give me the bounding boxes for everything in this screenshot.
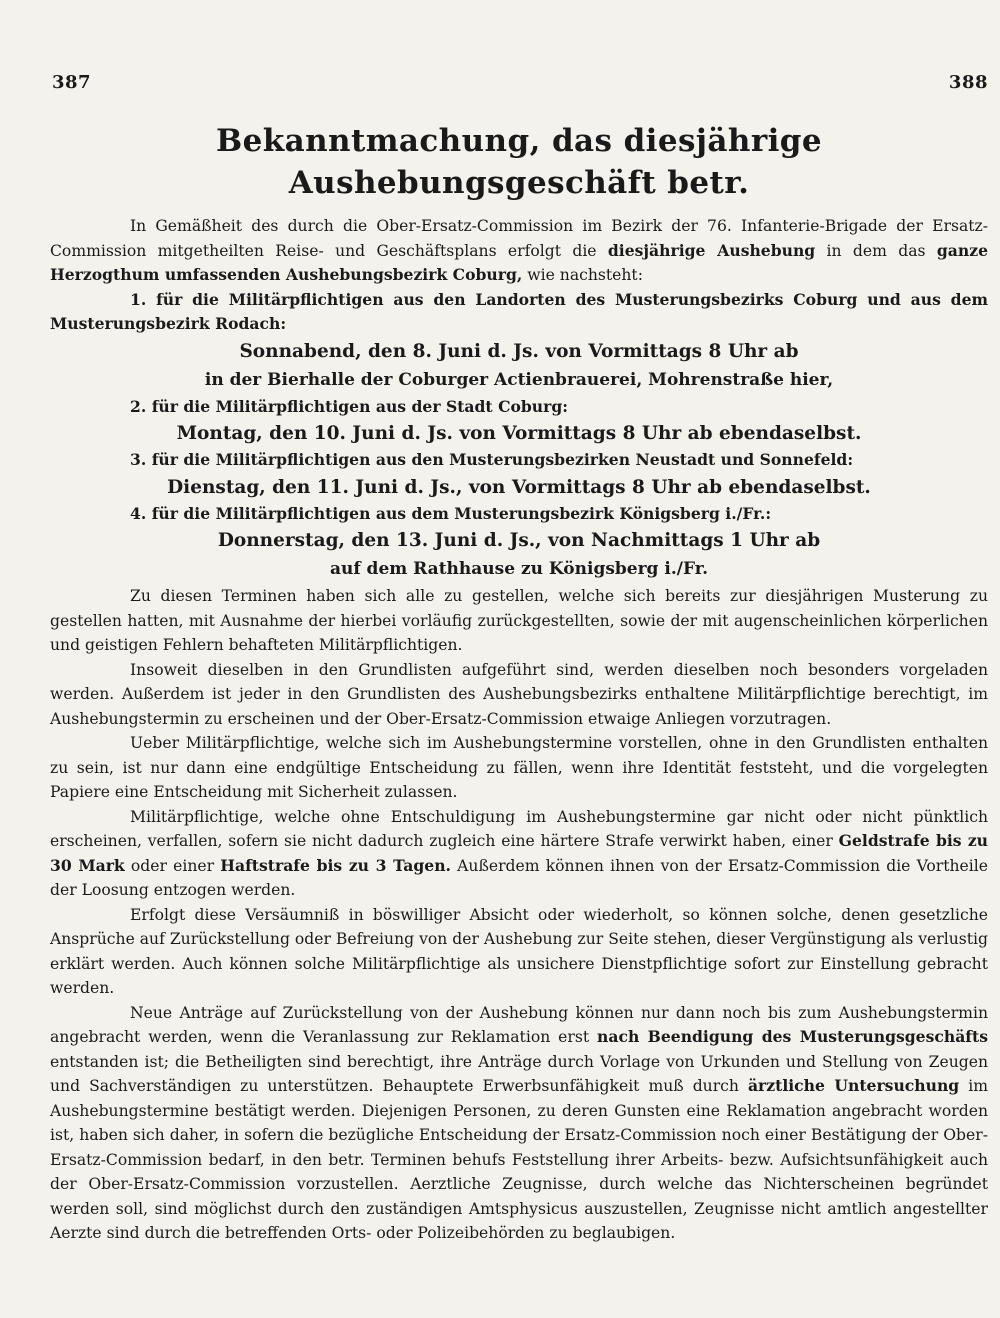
paragraph-3: Ueber Militärpflichtige, welche sich im Aushebungstermine vorstellen, ohne in den Grundlisten enthalten zu sein, ist nur dann eine endgültige Entscheidung zu fällen, wenn ihre Identität feststeht, und die vorgelegten Papiere eine Entscheidung mit Sicherheit zulassen. xyxy=(50,734,988,801)
paragraph-text: oder einer xyxy=(124,856,221,875)
deadline-emphasis: nach Beendigung des Musterungsgeschäfts xyxy=(597,1027,988,1046)
item-4: 4. für die Militärpflichtigen aus dem Musterungsbezirk Königsberg i./Fr.: xyxy=(130,503,772,523)
intro-emphasis: diesjährige Aushebung xyxy=(607,240,816,260)
item-1-place: in der Bierhalle der Coburger Actienbrauerei, Mohrenstraße hier, xyxy=(204,369,834,390)
page-number-left: 387 xyxy=(52,72,92,93)
detention-emphasis: Haftstrafe bis zu 3 Tagen. xyxy=(220,855,451,875)
document-title: Bekanntmachung, das diesjährige Aushebungsgeschäft betr. xyxy=(216,123,822,201)
item-2-date: Montag, den 10. Juni d. Js. von Vormittags 8 Uhr ab ebendaselbst. xyxy=(176,423,862,444)
item-4-date: Donnerstag, den 13. Juni d. Js., von Nachmittags 1 Uhr ab xyxy=(217,530,821,551)
item-1: 1. für die Militärpflichtigen aus den Landorten des Musterungsbezirks Coburg und aus dem Musterungsbezirk Rodach: xyxy=(50,289,988,333)
paragraph-text: Außerdem können ihnen von der Ersatz-Commission die Vortheile der Loosung entzogen werden. xyxy=(50,856,988,899)
item-1-date: Sonnabend, den 8. Juni d. Js. von Vormittags 8 Uhr ab xyxy=(239,340,799,362)
intro-emphasis: ganze Herzogthum umfassenden Aushebungsbezirk Coburg, xyxy=(50,240,988,284)
paragraph-text: Militärpflichtige, welche ohne Entschuldigung im Aushebungstermine gar nicht oder nicht pünktlich erscheinen, verfallen, sofern sie nicht dadurch zugleich eine härtere Strafe verwirkt haben, einer xyxy=(50,807,988,850)
paragraph-2: Insoweit dieselben in den Grundlisten aufgeführt sind, werden dieselben noch besonders vorgeladen werden. Außerdem ist jeder in den Grundlisten des Aushebungsbezirks enthaltene Militärpflichtige berechtigt, im Aushebungstermin zu erscheinen und der Ober-Ersatz-Commission etwaige Anliegen vorzutragen. xyxy=(50,660,988,728)
paragraph-6 xyxy=(50,1001,988,1246)
intro-text: in dem das xyxy=(815,241,937,260)
item-3-date: Dienstag, den 11. Juni d. Js., von Vormittags 8 Uhr ab ebendaselbst. xyxy=(167,476,871,498)
paragraph-4 xyxy=(50,805,988,903)
item-2: 2. für die Militärpflichtigen aus der Stadt Coburg: xyxy=(130,396,568,416)
intro-text: wie nachsteht: xyxy=(522,266,643,284)
fine-emphasis: Geldstrafe bis zu 30 Mark xyxy=(50,831,989,875)
item-4-place: auf dem Rathhause zu Königsberg i./Fr. xyxy=(329,559,709,579)
paragraph-text: Neue Anträge auf Zurückstellung von der Aushebung können nur dann noch bis zum Aushebungstermin angebracht werden, wenn die Veranlassung zur Reklamation erst xyxy=(50,1003,988,1046)
page-number-right: 388 xyxy=(948,72,988,93)
medical-emphasis: ärztliche Untersuchung xyxy=(747,1076,960,1095)
document-body xyxy=(50,120,988,1246)
paragraph-text: im Aushebungstermine bestätigt werden. Diejenigen Personen, zu deren Gunsten eine Reklamation angebracht worden ist, haben sich daher, in sofern die bezügliche Entscheidung der Ersatz-Commission noch einer Bestätigung der Ober-Ersatz-Commission bedarf, in den betr. Terminen behufs Feststellung ihrer Arbeits- bezw. Aufsichtsunfähigkeit auch der Ober-Ersatz-Commission vorzustellen. Aerztliche Zeugnisse, durch welche das Nichterscheinen begründet werden soll, sind möglichst durch den zuständigen Amtsphysicus auszustellen, Zeugnisse nicht amtlich angestellter Aerzte sind durch die betreffenden Orts- oder Polizeibehörden zu beglaubigen. xyxy=(50,1077,988,1242)
paragraph-5: Erfolgt diese Versäumniß in böswilliger Absicht oder wiederholt, so können solche, denen gesetzliche Ansprüche auf Zurückstellung oder Befreiung von der Aushebung zur Seite stehen, dieser Vergünstigung als verlustig erklärt werden. Auch können solche Militärpflichtige als unsichere Dienstpflichtige sofort zur Einstellung gebracht werden. xyxy=(50,905,988,997)
intro-paragraph xyxy=(50,214,988,288)
paragraph-1: Zu diesen Terminen haben sich alle zu gestellen, welche sich bereits zur diesjährigen Musterung zu gestellen hatten, mit Ausnahme der hierbei vorläufig zurückgestellten, sowie der mit augenscheinlichen körperlichen und geistigen Fehlern behafteten Militärpflichtigen. xyxy=(50,587,988,654)
item-3: 3. für die Militärpflichtigen aus den Musterungsbezirken Neustadt und Sonnefeld: xyxy=(130,450,854,469)
intro-text: In Gemäßheit des durch die Ober-Ersatz-Commission im Bezirk der 76. Infanterie-Brigade der Ersatz-Commission mitgetheilten Reise- und Geschäftsplans erfolgt die xyxy=(50,217,988,260)
paragraph-text: entstanden ist; die Betheiligten sind berechtigt, ihre Anträge durch Vorlage von Urkunden und Stellung von Zeugen und Sachverständigen zu unterstützen. Behauptete Erwerbsunfähigkeit muß durch xyxy=(50,1052,988,1095)
